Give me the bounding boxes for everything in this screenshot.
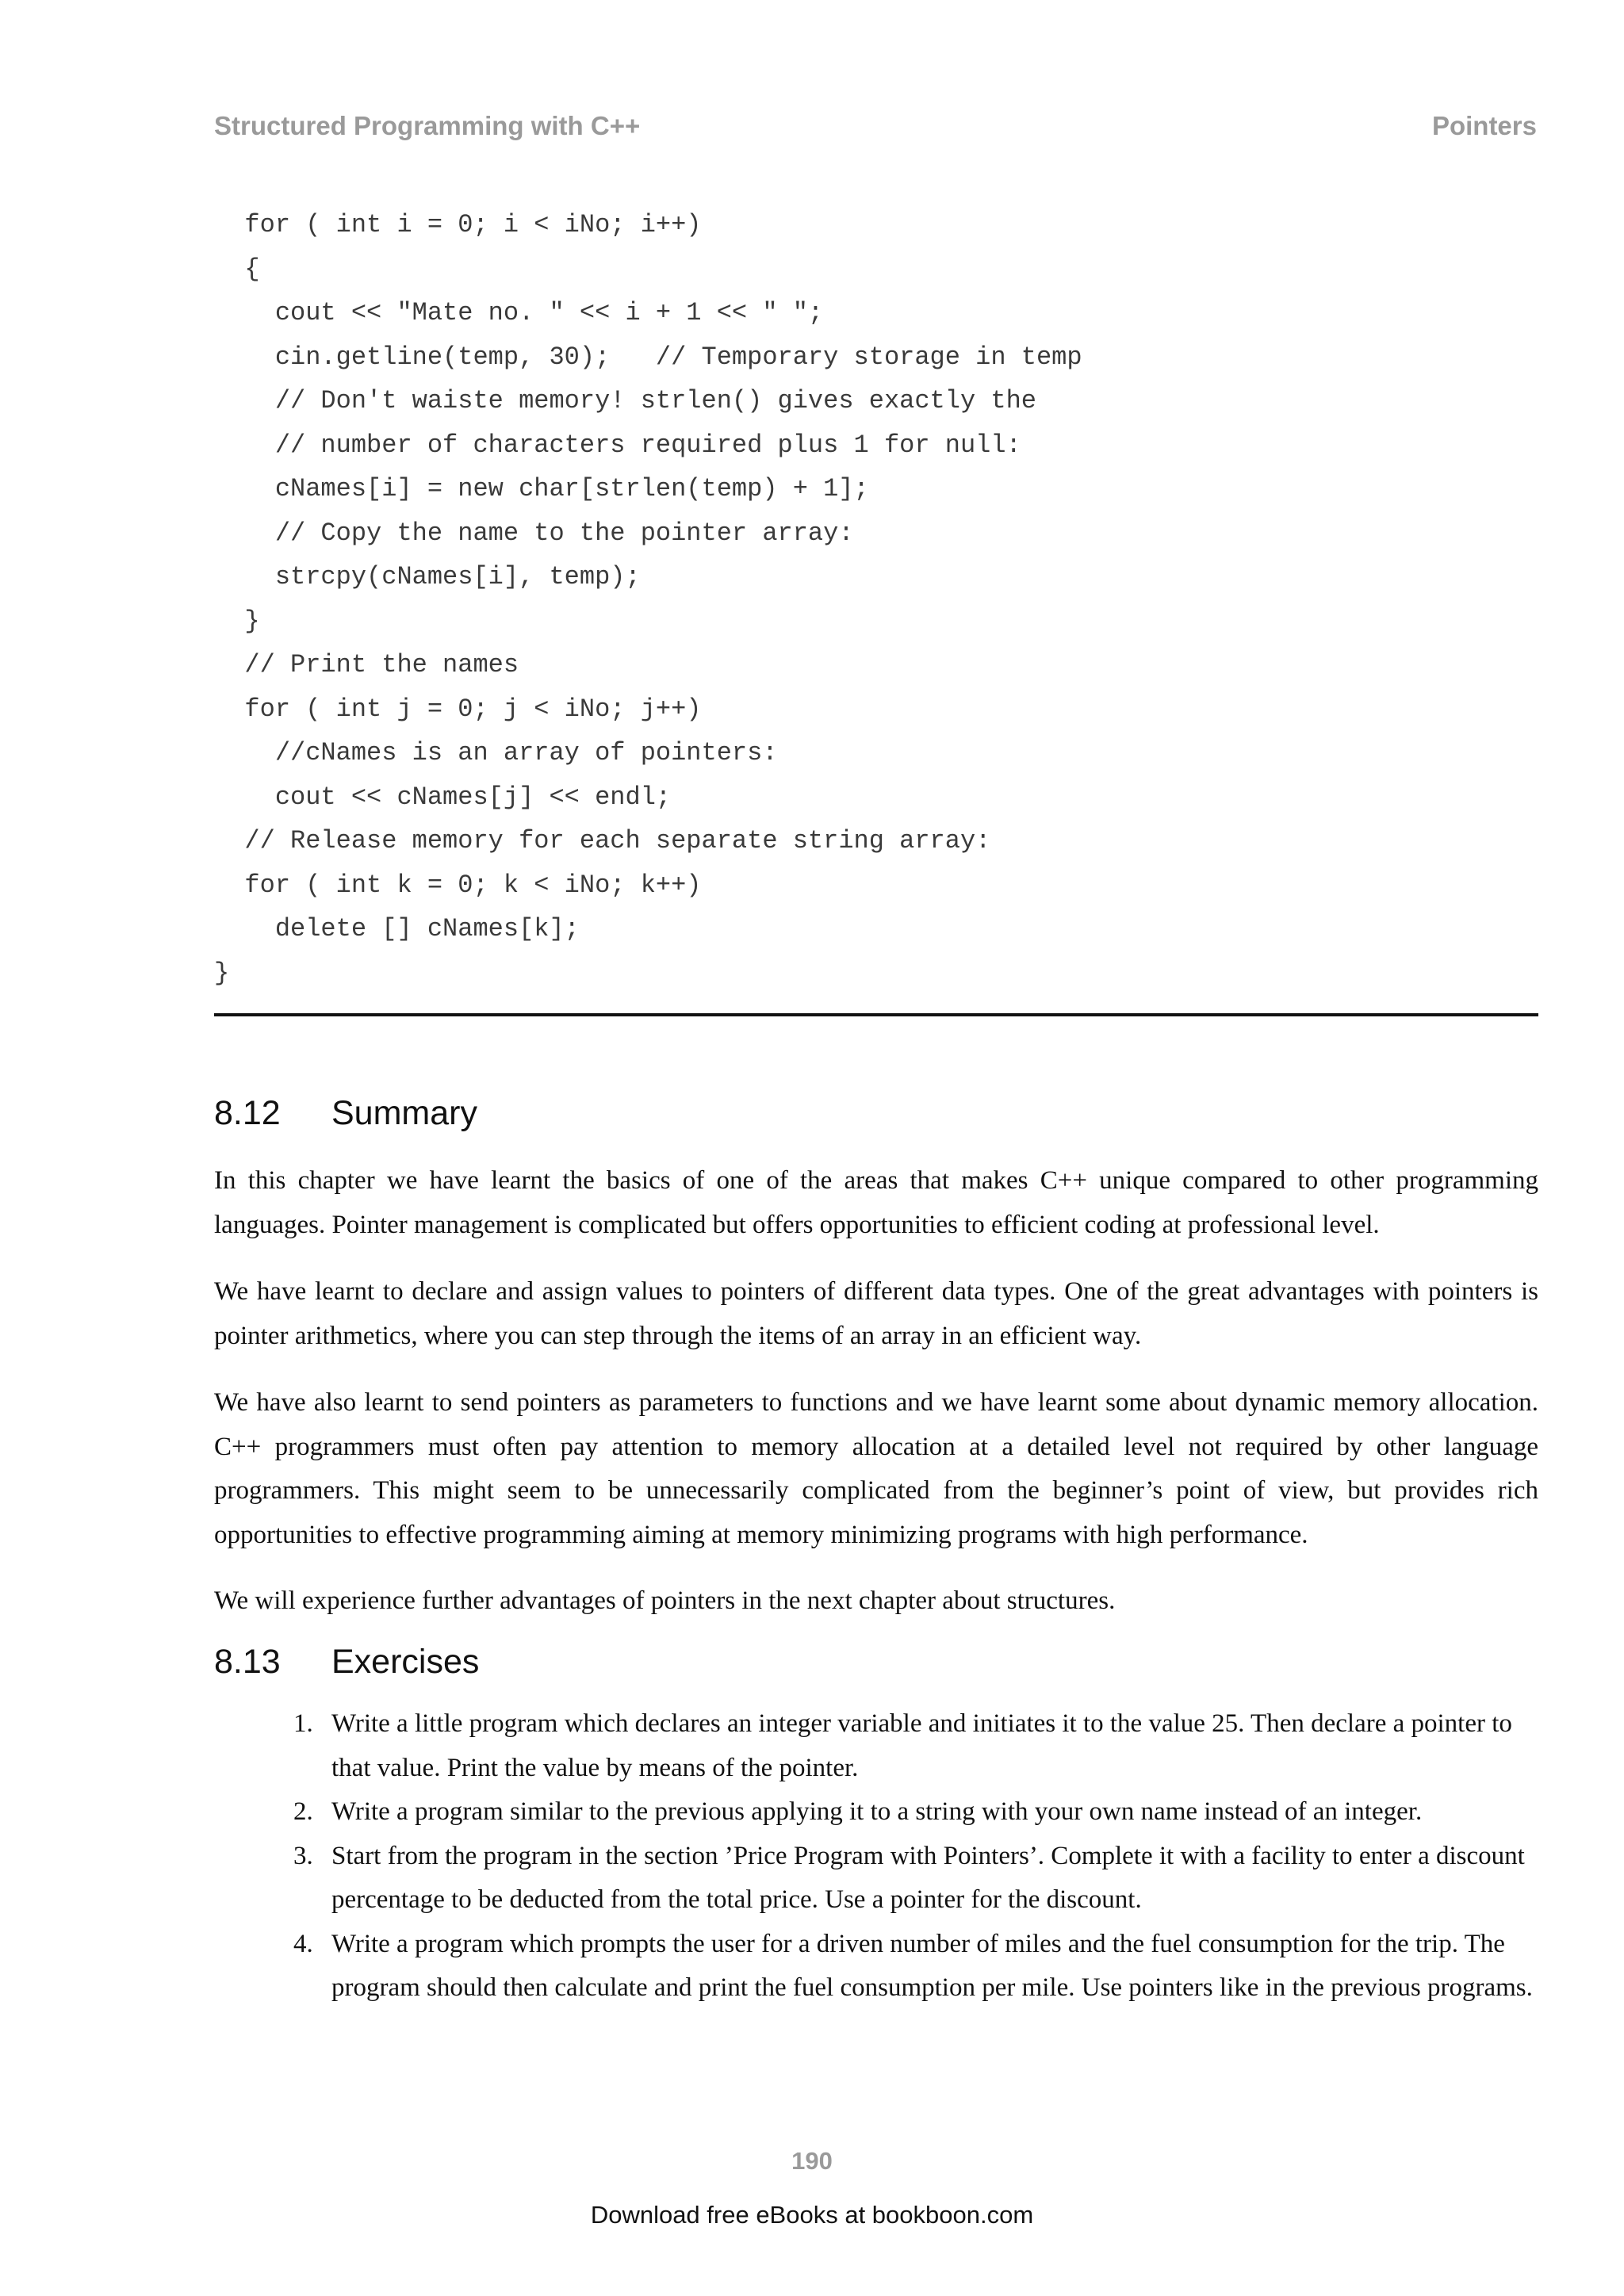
code-listing [214,203,1538,995]
list-item [293,1702,1538,1790]
list-item [293,1835,1538,1923]
summary-paragraph-4: We will experience further advantages of pointers in the next chapter about structures. [214,1586,1116,1615]
chapter-title: Pointers [1431,111,1537,140]
code-line: //cNames is an array of pointers: [214,738,778,767]
exercise-list [293,1702,1538,2011]
code-line: { [214,254,260,284]
code-line: cNames[i] = new char[strlen(temp) + 1]; [214,474,869,503]
code-line: cout << cNames[j] << endl; [214,782,672,812]
exercises-heading [214,1643,479,1682]
footer-download-link[interactable]: Download free eBooks at bookboon.com [590,2201,1034,2229]
exercise-text: Start from the program in the section ’Price Program with Pointers’. Complete it with a facility to enter a discount percentage to be deducted from the total price. Use a pointer for the discount. [331,1841,1525,1914]
list-item [293,1790,1538,1835]
code-line: // Print the names [214,650,519,679]
exercises-section-number: 8.13 [214,1643,281,1681]
code-line: for ( int j = 0; j < iNo; j++) [214,694,702,724]
exercise-number: 2. [293,1797,313,1826]
code-line: // number of characters required plus 1 for null: [214,430,1021,460]
code-line: // Release memory for each separate string array: [214,826,991,855]
summary-section-title: Summary [331,1094,477,1132]
exercise-number: 1. [293,1709,313,1738]
running-header [214,111,1537,151]
code-line: cout << "Mate no. " << i + 1 << " "; [214,298,824,327]
exercise-text: Write a little program which declares an integer variable and initiates it to the value 25. Then declare a pointer to that value. Print the value by means of the pointer. [331,1709,1512,1782]
code-line: for ( int k = 0; k < iNo; k++) [214,870,702,900]
exercise-number: 3. [293,1841,313,1870]
exercise-text: Write a program similar to the previous applying it to a string with your own name instead of an integer. [331,1797,1423,1826]
code-line: // Copy the name to the pointer array: [214,518,854,548]
exercise-text: Write a program which prompts the user for a driven number of miles and the fuel consumption for the trip. The program should then calculate and print the fuel consumption per mile. Use pointers like in the previous programs. [331,1929,1533,2002]
list-item [293,1923,1538,2011]
code-line: delete [] cNames[k]; [214,914,580,943]
code-line: for ( int i = 0; i < iNo; i++) [214,210,702,239]
code-line: // Don't waiste memory! strlen() gives exactly the [214,386,1036,415]
summary-heading [214,1094,477,1133]
code-line: } [214,606,260,636]
summary-section-number: 8.12 [214,1094,281,1132]
exercises-section-title: Exercises [331,1643,480,1681]
code-end-rule [214,1013,1538,1016]
code-line: cin.getline(temp, 30); // Temporary storage in temp [214,342,1082,372]
code-line: strcpy(cNames[i], temp); [214,562,641,591]
exercise-number: 4. [293,1929,313,1958]
summary-paragraph-1: In this chapter we have learnt the basics of one of the areas that makes C++ unique compared to other programming languages. Pointer management is complicated but offers opportunities to efficient coding at professional level. [214,1166,1538,1239]
book-title: Structured Programming with C++ [214,111,641,140]
code-line: } [214,958,230,988]
summary-paragraph-3: We have also learnt to send pointers as parameters to functions and we have learnt some about dynamic memory allocation. C++ programmers must often pay attention to memory allocation at a detailed level not required by other language programmers. This might seem to be unnecessarily complicated from the beginner’s point of view, but provides rich opportunities to effective programming aiming at memory minimizing programs with high performance. [214,1388,1538,1549]
summary-paragraph-2: We have learnt to declare and assign values to pointers of different data types. One of the great advantages with pointers is pointer arithmetics, where you can step through the items of an array in an efficient way. [214,1277,1538,1350]
page-number: 190 [791,2147,833,2175]
